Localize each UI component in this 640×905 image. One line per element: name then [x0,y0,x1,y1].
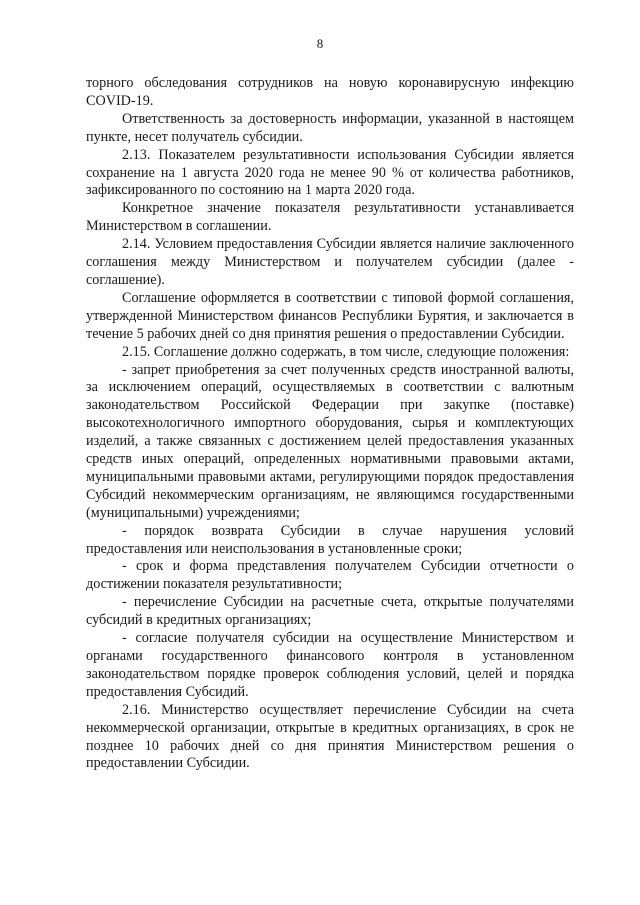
document-body [86,75,574,773]
paragraph-2-16: 2.16. Министерство осуществляет перечисление Субсидии на счета некоммерческой организации, открытые в кредитных организациях, в срок не позднее 10 рабочих дней со дня принятия Министерством решения о предоставлении Субсидии. [86,701,574,772]
paragraph-agreement-form: Соглашение оформляется в соответствии с типовой формой соглашения, утвержденной Министерством финансов Республики Бурятия, и заключается в течение 5 рабочих дней со дня принятия решения о предоставлении Субсидии. [86,289,574,342]
paragraph-responsibility: Ответственность за достоверность информации, указанной в настоящем пункте, несет получатель субсидии. [86,110,574,145]
paragraph-2-13: 2.13. Показателем результативности использования Субсидии является сохранение на 1 августа 2020 года не менее 90 % от количества работников, зафиксированного по состоянию на 1 марта 2020 года. [86,146,574,199]
list-item-transfer-accounts: - перечисление Субсидии на расчетные счета, открытые получателями субсидий в кредитных организациях; [86,594,574,629]
paragraph-indicator-value: Конкретное значение показателя результативности устанавливается Министерством в соглашении. [86,200,574,235]
paragraph-covid-testing-continuation: торного обследования сотрудников на новую коронавирусную инфекцию COVID-19. [86,75,574,109]
paragraph-2-15: 2.15. Соглашение должно содержать, в том числе, следующие положения: [122,343,570,360]
list-item-reporting: - срок и форма представления получателем Субсидии отчетности о достижении показателя результативности; [86,558,574,593]
list-item-audit-consent: - согласие получателя субсидии на осуществление Министерством и органами государственного финансового контроля в установленном законодательством порядке проверок соблюдения условий, целей и порядка предоставления Субсидий. [86,630,574,700]
page-number: 8 [316,36,324,51]
paragraph-2-14: 2.14. Условием предоставления Субсидии является наличие заключенного соглашения между Министерством и получателем субсидии (далее - соглашение). [86,236,574,288]
list-item-currency-ban: - запрет приобретения за счет полученных средств иностранной валюты, за исключением операций, осуществляемых в соответствии с валютным законодательством Российской Федерации при закупке (поставке) высокотехнологичного импортного оборудования, сырья и комплектующих изделий, а также связанных с достижением целей предоставления указанных средств иных операций, определенных нормативными правовыми актами, муниципальными правовыми актами, регулирующими порядок предоставления Субсидий некоммерческим организациям, не являющимся государственными (муниципальными) учреждениями; [86,361,574,521]
list-item-refund-procedure: - порядок возврата Субсидии в случае нарушения условий предоставления или неиспользования в установленные сроки; [86,522,574,557]
